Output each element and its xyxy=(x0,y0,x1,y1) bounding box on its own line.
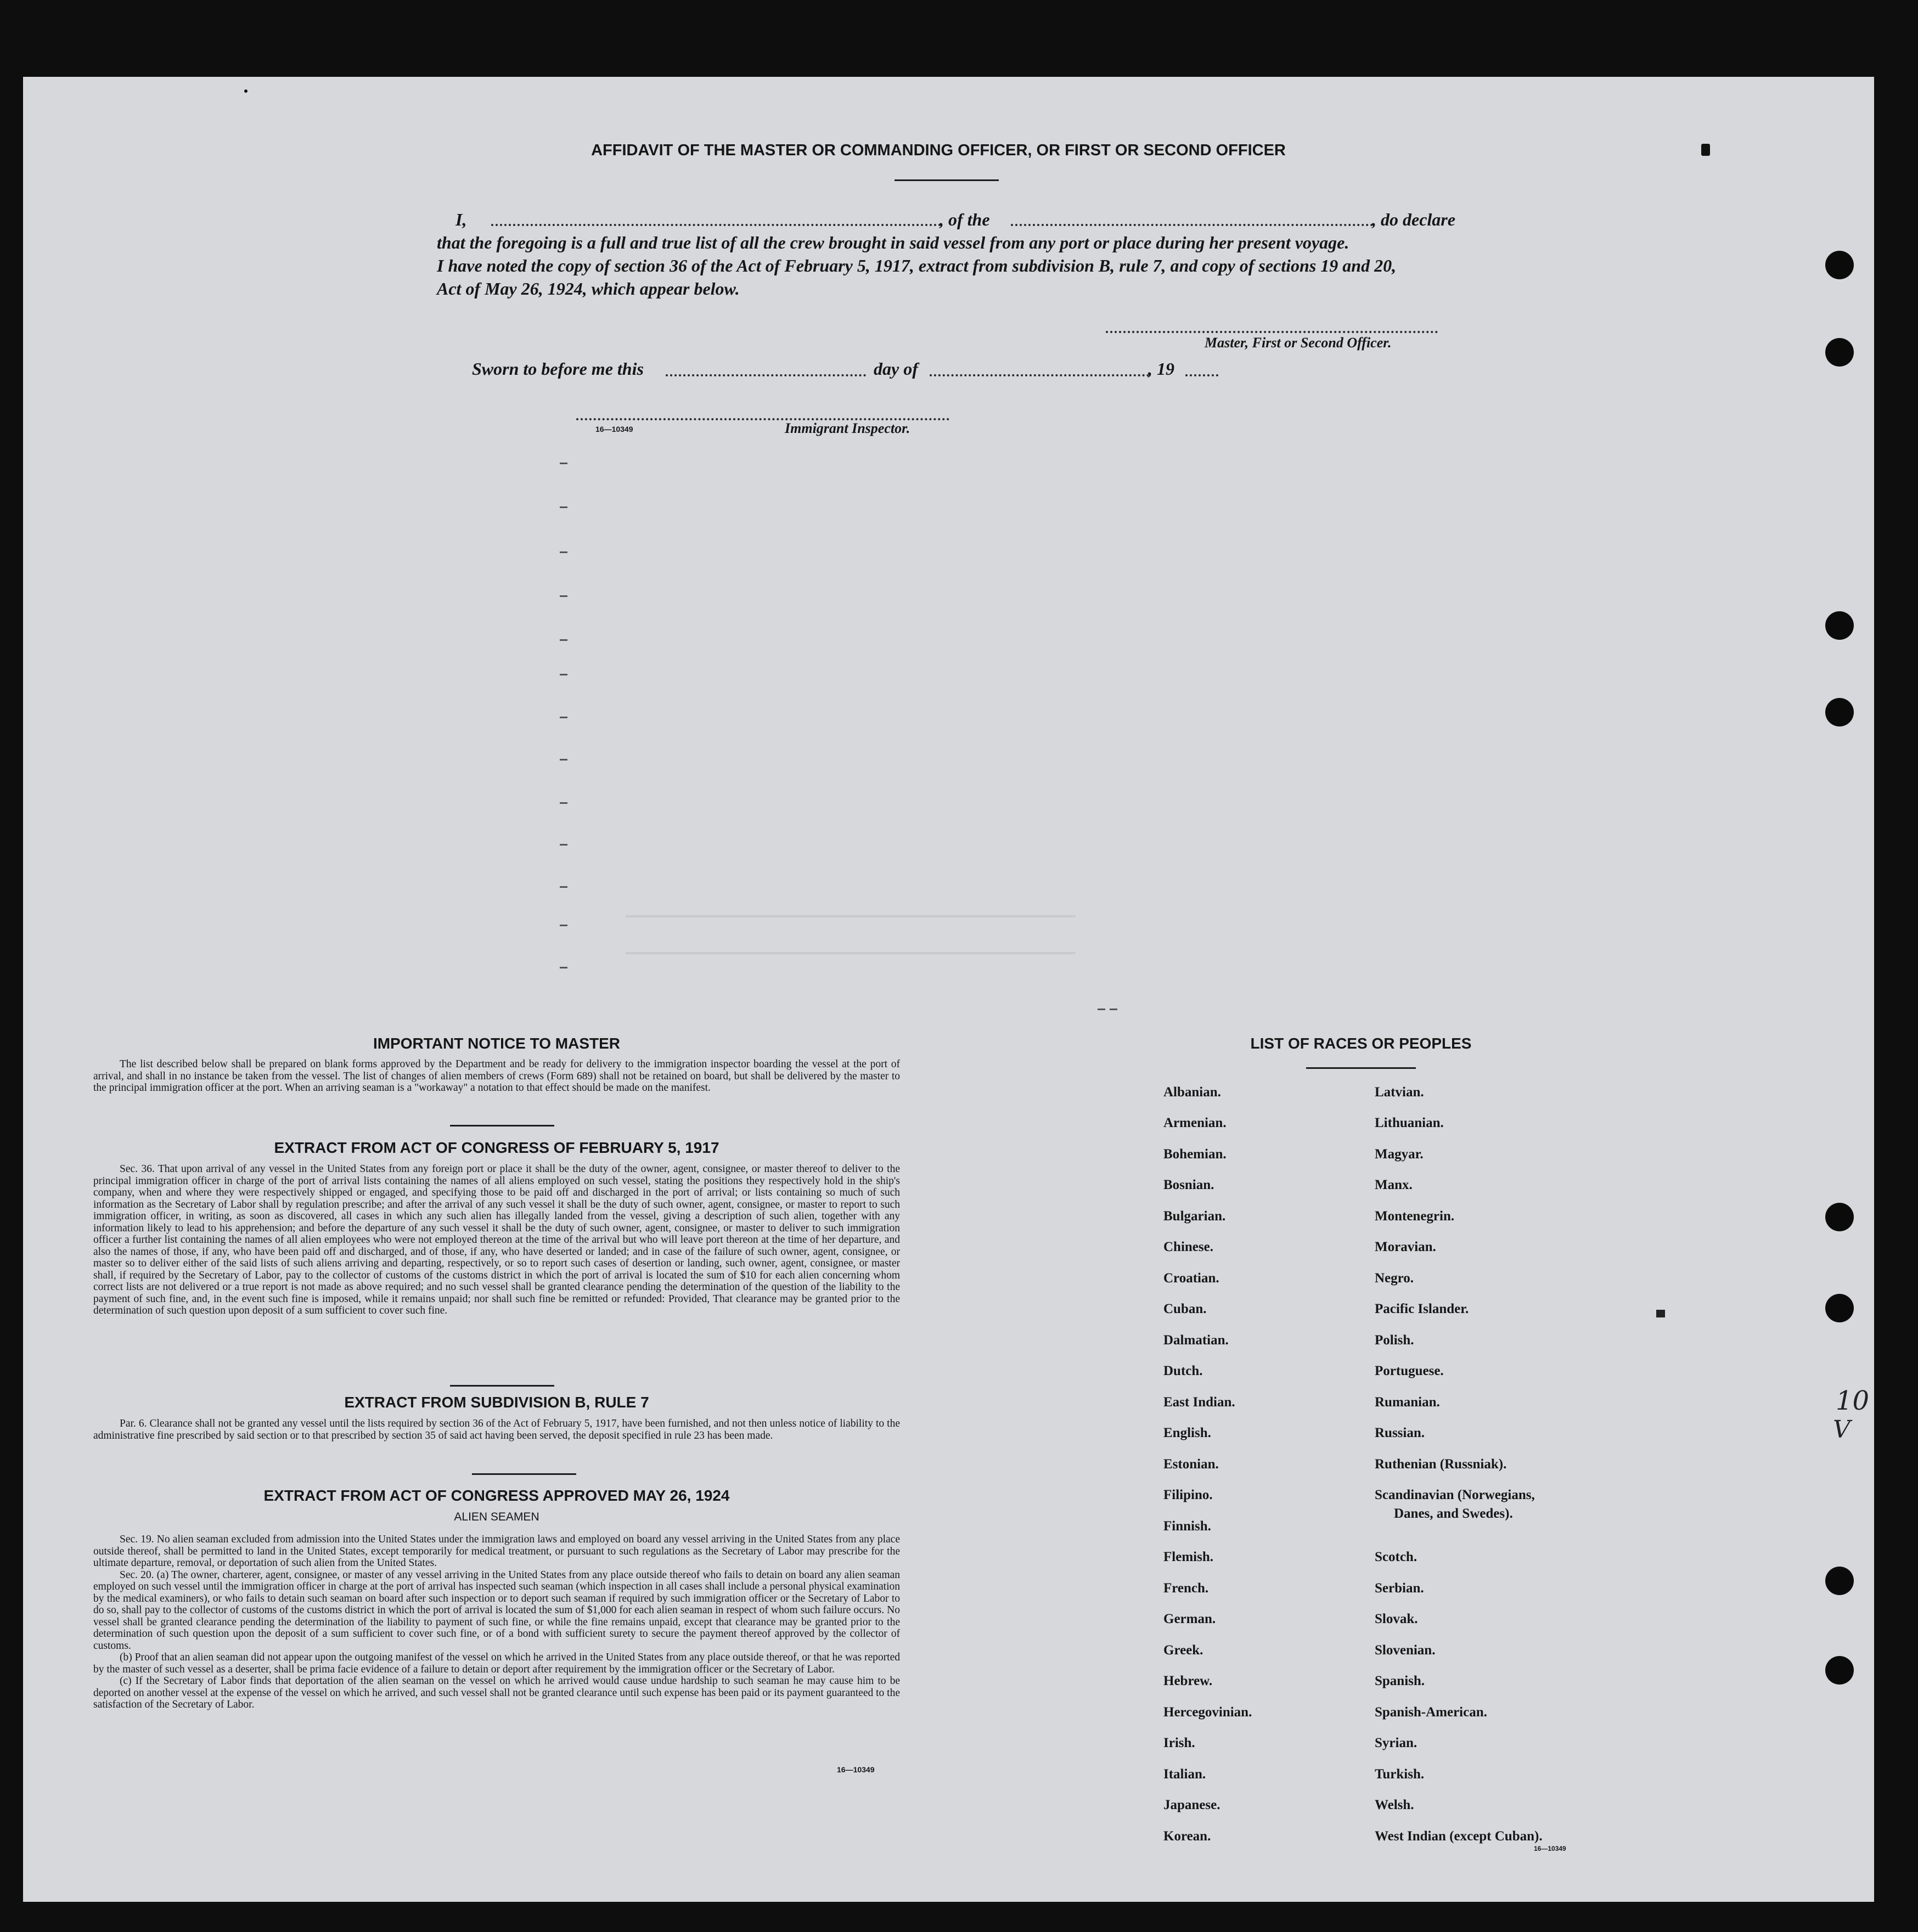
race-item: Flemish. xyxy=(1163,1550,1213,1564)
bleed-tick xyxy=(560,886,567,888)
race-item: Irish. xyxy=(1163,1736,1195,1750)
speck xyxy=(1701,144,1710,156)
race-item: Bohemian. xyxy=(1163,1147,1227,1162)
rule7-heading: EXTRACT FROM SUBDIVISION B, RULE 7 xyxy=(344,1394,649,1411)
race-item: Korean. xyxy=(1163,1829,1211,1844)
sec20c-text: (c) If the Secretary of Labor finds that deportation of the alien seaman on the vessel on which he arrived would cause undue hardship to such seaman he may cause him to be deported on another vessel at the expense of the vessel on which he arrived, and such vessel shall not be granted clearance until such expense has been paid or its payment guaranteed to the satisfaction of the Secretary of Labor. xyxy=(93,1675,900,1710)
extract-1924-heading: EXTRACT FROM ACT OF CONGRESS APPROVED MAY 26, 1924 xyxy=(263,1487,730,1504)
extract-1924-text xyxy=(93,1534,900,1711)
margin-mark: V xyxy=(1833,1416,1850,1444)
race-item: Filipino. xyxy=(1163,1488,1213,1502)
sec20b-text: (b) Proof that an alien seaman did not appear upon the outgoing manifest of the vessel on which he arrived in the United States from any place outside thereof, or that he was reported by the master of such vessel as a deserter, shall be prima facie evidence of a failure to detain or deport after requirement by the immigration officer or the Secretary of Labor. xyxy=(93,1652,900,1675)
bleed-tick xyxy=(560,967,567,968)
name-blank[interactable] xyxy=(491,224,941,226)
affidavit-line1-end: , do declare xyxy=(1372,210,1455,229)
punch-hole xyxy=(1825,251,1854,279)
punch-hole xyxy=(1825,1567,1854,1595)
race-item: Hercegovinian. xyxy=(1163,1705,1252,1720)
race-item: Bosnian. xyxy=(1163,1178,1214,1192)
punch-hole xyxy=(1825,1294,1854,1322)
race-item: East Indian. xyxy=(1163,1395,1235,1410)
notice-heading: IMPORTANT NOTICE TO MASTER xyxy=(373,1035,621,1052)
race-item: Lithuanian. xyxy=(1375,1116,1444,1130)
speck xyxy=(244,89,248,93)
bleed-tick xyxy=(560,551,567,553)
speck xyxy=(1656,1310,1665,1317)
extract-form-number: 16—10349 xyxy=(837,1765,875,1774)
race-item: Croatian. xyxy=(1163,1271,1219,1286)
race-item: Scandinavian (Norwegians, xyxy=(1375,1488,1535,1502)
race-item: Portuguese. xyxy=(1375,1364,1444,1378)
affidavit-line3: I have noted the copy of section 36 of the Act of February 5, 1917, extract from subdivision B, rule 7, and copy of sections 19 and 20, xyxy=(437,256,1397,275)
race-item: Armenian. xyxy=(1163,1116,1227,1130)
race-item: Finnish. xyxy=(1163,1519,1211,1534)
punch-hole xyxy=(1825,611,1854,640)
affidavit-line1-mid: , of the xyxy=(940,210,990,229)
affidavit-title: AFFIDAVIT OF THE MASTER OR COMMANDING OFFICER, OR FIRST OR SECOND OFFICER xyxy=(591,142,1286,159)
sworn-end: , 19 xyxy=(1148,359,1174,379)
races-form-number: 16—10349 xyxy=(1534,1845,1566,1852)
race-item: Pacific Islander. xyxy=(1375,1302,1469,1316)
race-item: Magyar. xyxy=(1375,1147,1424,1162)
extract-1917-heading: EXTRACT FROM ACT OF CONGRESS OF FEBRUARY 5, 1917 xyxy=(274,1139,719,1156)
punch-hole xyxy=(1825,1656,1854,1685)
punch-hole xyxy=(1825,1203,1854,1231)
race-item: Rumanian. xyxy=(1375,1395,1440,1410)
race-item: French. xyxy=(1163,1581,1209,1596)
race-item: Serbian. xyxy=(1375,1581,1424,1596)
sec19-text: Sec. 19. No alien seaman excluded from admission into the United States under the immigration laws and employed on board any vessel arriving in the United States from any place outside thereof, shall be permitted to land in the United States, except temporarily for medical treatment, or pursuant to such regulations as the Secretary of Labor may prescribe for the ultimate departure, removal, or deportation of such alien from the United States. xyxy=(93,1534,900,1569)
race-item: Russian. xyxy=(1375,1426,1425,1440)
bleed-tick xyxy=(560,925,567,926)
race-item: Greek. xyxy=(1163,1643,1203,1658)
margin-mark: 10 xyxy=(1836,1385,1870,1416)
sec20a-text: Sec. 20. (a) The owner, charterer, agent, consignee, or master of any vessel arriving in the United States from any place outside thereof who fails to detain on board any alien seaman employed on such vessel until the immigration officer in charge at the port of arrival has inspected such seaman (which inspection in all cases shall include a personal physical examination by the medical examiners), or who fails to detain such seaman on board after such inspection or to deport such seaman if required by such immigration officer or the Secretary of Labor to do so, shall pay to the collector of customs of the customs district in which the port of arrival is located the sum of $1,000 for each alien seaman in respect of whom such failure occurs. No vessel shall be granted clearance pending the determination of the liability to payment of such fine, or while the fine remains unpaid, except that clearance may be granted prior to the determination of such question upon the deposit of a sum sufficient to cover such fine, or of a bond with sufficient surety to secure the payment thereof approved by the collector of customs. xyxy=(93,1569,900,1652)
races-underline xyxy=(1306,1067,1416,1069)
divider xyxy=(450,1125,554,1126)
signature-blank[interactable] xyxy=(1106,331,1438,333)
bleed-tick xyxy=(1110,1009,1117,1010)
affidavit-line2: that the foregoing is a full and true list of all the crew brought in said vessel from any port or place during her present voyage. xyxy=(437,233,1349,252)
race-item: Hebrew. xyxy=(1163,1674,1213,1688)
sworn-start: Sworn to before me this xyxy=(472,359,644,379)
race-item: Japanese. xyxy=(1163,1798,1220,1812)
bleed-line xyxy=(626,952,1076,954)
bleed-tick xyxy=(560,595,567,597)
bleed-tick xyxy=(560,639,567,641)
title-underline xyxy=(895,179,999,181)
race-item: Scotch. xyxy=(1375,1550,1418,1564)
race-item: Estonian. xyxy=(1163,1457,1219,1472)
race-item: Danes, and Swedes). xyxy=(1394,1506,1513,1521)
race-item: Polish. xyxy=(1375,1333,1414,1348)
bleed-tick xyxy=(560,844,567,846)
bleed-tick xyxy=(560,802,567,804)
race-item: Syrian. xyxy=(1375,1736,1418,1750)
race-item: Italian. xyxy=(1163,1767,1206,1782)
bleed-tick xyxy=(560,717,567,718)
sworn-month-blank[interactable] xyxy=(930,374,1149,376)
vessel-blank[interactable] xyxy=(1011,224,1373,226)
race-item: Welsh. xyxy=(1375,1798,1414,1812)
race-item: Moravian. xyxy=(1375,1240,1436,1254)
punch-hole xyxy=(1825,698,1854,726)
bleed-tick xyxy=(1098,1009,1105,1010)
race-item: Dalmatian. xyxy=(1163,1333,1229,1348)
alien-seamen-subheading: ALIEN SEAMEN xyxy=(454,1511,539,1523)
inspector-label: Immigrant Inspector. xyxy=(785,420,910,436)
affidavit-form-number: 16—10349 xyxy=(595,425,633,433)
affidavit-line1-start: I, xyxy=(455,210,467,229)
race-item: English. xyxy=(1163,1426,1211,1440)
race-item: Montenegrin. xyxy=(1375,1209,1455,1224)
sworn-mid: day of xyxy=(874,359,918,379)
sworn-year-blank[interactable] xyxy=(1185,374,1218,376)
race-item: Manx. xyxy=(1375,1178,1413,1192)
bleed-tick xyxy=(560,463,567,464)
bleed-tick xyxy=(560,506,567,508)
race-item: Bulgarian. xyxy=(1163,1209,1226,1224)
race-item: Albanian. xyxy=(1163,1085,1221,1100)
race-item: Spanish. xyxy=(1375,1674,1425,1688)
race-item: West Indian (except Cuban). xyxy=(1375,1829,1543,1844)
race-item: Turkish. xyxy=(1375,1767,1425,1782)
race-item: Ruthenian (Russniak). xyxy=(1375,1457,1507,1472)
race-item: Dutch. xyxy=(1163,1364,1203,1378)
sworn-day-blank[interactable] xyxy=(666,374,866,376)
divider xyxy=(472,1473,576,1475)
race-item: Slovak. xyxy=(1375,1612,1418,1626)
races-heading: LIST OF RACES OR PEOPLES xyxy=(1250,1035,1472,1052)
race-item: Negro. xyxy=(1375,1271,1414,1286)
notice-text: The list described below shall be prepared on blank forms approved by the Department and be ready for delivery to the immigration inspector boarding the vessel at the port of arrival, and shall in no instance be taken from the vessel. The list of changes of alien members of crews (Form 689) shall not be retained on board, but shall be delivered by the master to the principal immigration officer at the port. When an arriving seaman is a "workaway" a notation to that effect should be made on the manifest. xyxy=(93,1058,900,1094)
race-item: Cuban. xyxy=(1163,1302,1207,1316)
race-item: Slovenian. xyxy=(1375,1643,1436,1658)
race-item: Chinese. xyxy=(1163,1240,1213,1254)
signature-label: Master, First or Second Officer. xyxy=(1205,335,1392,351)
race-item: Spanish-American. xyxy=(1375,1705,1487,1720)
punch-hole xyxy=(1825,338,1854,367)
divider xyxy=(450,1385,554,1387)
extract-1917-text: Sec. 36. That upon arrival of any vessel in the United States from any foreign port or place it shall be the duty of the owner, agent, consignee, or master thereof to deliver to the principal immigration officer in charge of the port of arrival lists containing the names of all aliens employed on such vessel, stating the positions they respectively hold in the ship's company, when and where they were respectively shipped or engaged, and specifying those to be paid off and discharged in the port of arrival; or lists containing so much of such information as the Secretary of Labor shall by regulation prescribe; and after the arrival of any such vessel it shall be the duty of such owner, agent, consignee, or master to report to such immigration officer, in writing, as soon as discovered, all cases in which any such alien has illegally landed from the vessel, giving a description of such alien, together with any information likely to lead to his apprehension; and before the departure of any such vessel it shall be the duty of such owner, agent, consignee, or master to deliver to such immigration officer a further list containing the names of all alien employees who were not employed thereon at the time of the arrival but who will leave port thereon at the time of her departure, and also the names of those, if any, who have been paid off and discharged, and of those, if any, who have deserted or landed; and in case of the failure of such owner, agent, consignee, or master so to deliver either of the said lists of such aliens arriving and departing, respectively, or so to report such cases of desertion or landing, such owner, agent, consignee, or master shall, if required by the Secretary of Labor, pay to the collector of customs of the customs district in which the port of arrival is located the sum of $10 for each alien concerning whom correct lists are not delivered or a true report is not made as above required; and no such vessel shall be granted clearance pending the determination of the question of the liability to the payment of such fine, and, in the event such fine is imposed, while it remains unpaid; nor shall such fine be remitted or refunded: Provided, That clearance may be granted prior to the determination of such question upon deposit of a sum sufficient to cover such fine. xyxy=(93,1163,900,1316)
race-item: German. xyxy=(1163,1612,1216,1626)
bleed-line xyxy=(626,915,1076,917)
bleed-tick xyxy=(560,759,567,761)
bleed-tick xyxy=(560,674,567,675)
race-item: Latvian. xyxy=(1375,1085,1424,1100)
affidavit-line4: Act of May 26, 1924, which appear below. xyxy=(437,279,740,298)
rule7-text: Par. 6. Clearance shall not be granted any vessel until the lists required by section 36 of the Act of February 5, 1917, have been furnished, and not then unless notice of liability to the administrative fine prescribed by said section or to that prescribed by section 35 of said act having been served, the deposit specified in rule 23 has been made. xyxy=(93,1418,900,1441)
